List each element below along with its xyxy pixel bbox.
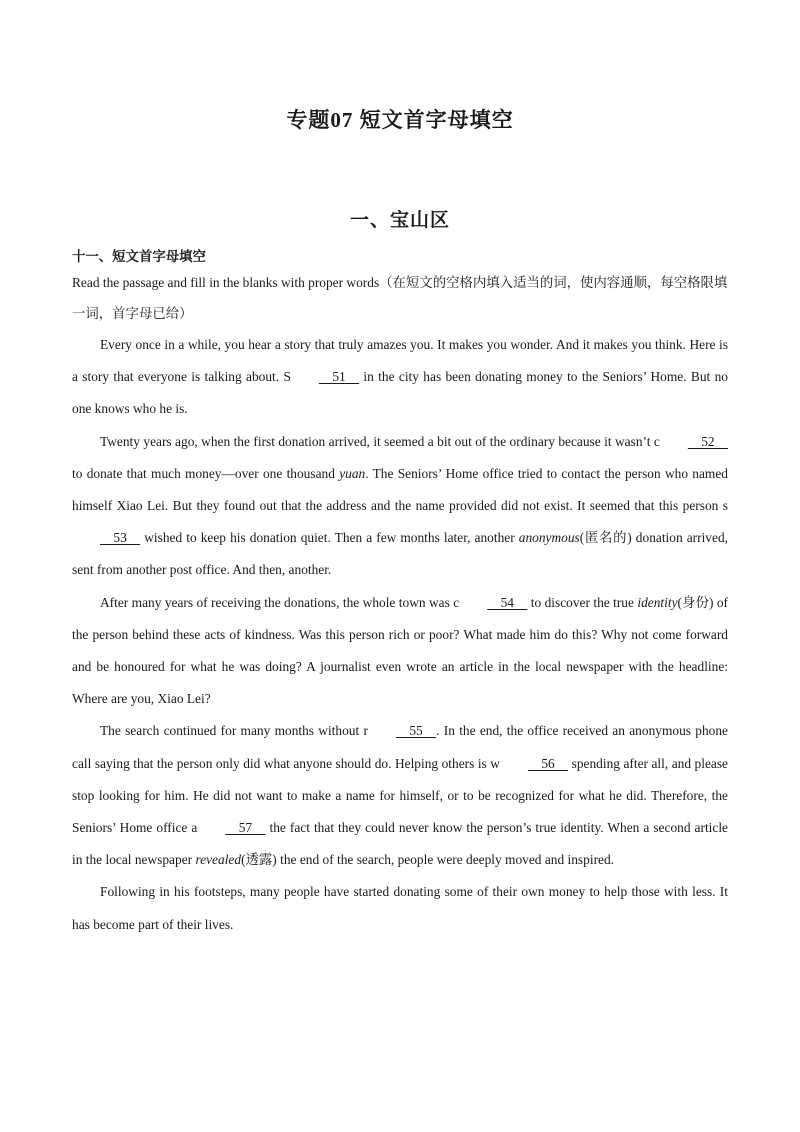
italic-word: revealed — [195, 852, 242, 868]
blank-51[interactable] — [291, 361, 359, 393]
blank-number: 54 — [500, 594, 514, 610]
exercise-content — [72, 247, 728, 941]
blank-55[interactable] — [368, 715, 436, 747]
paragraph-3 — [72, 587, 728, 716]
paragraph-text: spending after all, and please stop looking for him. He did not want to make a name for himself, or to be recognized for what he did. Therefore, the Seniors’ Home office a — [72, 755, 729, 836]
paragraph-text: . In the end, the office received an anonymous phone call saying that the person only did what anyone should do. Helping others is w — [72, 723, 728, 771]
italic-word: identity — [637, 594, 678, 610]
paragraph-text: Twenty years ago, when the first donation arrived, it seemed a bit out of the ordinary because it wasn’t c — [100, 433, 660, 449]
paragraph-text: in the city has been donating money to the Seniors’ Home. But no one knows who he is. — [72, 369, 728, 417]
blank-number: 52 — [701, 433, 715, 449]
paragraph-text: Every once in a while, you hear a story that truly amazes you. It makes you wonder. And it makes you think. Here is a story that everyone is talking about. S — [72, 337, 728, 385]
gloss-note: (身份) — [677, 594, 714, 610]
paragraph-text: to discover the true — [527, 594, 638, 610]
paragraph-text: the fact that they could never know the person’s true identity. When a second article in the local newspaper — [72, 820, 728, 868]
blank-54[interactable] — [459, 587, 527, 619]
blank-53[interactable] — [72, 522, 140, 554]
blank-52[interactable] — [660, 426, 728, 458]
italic-word: anonymous — [518, 530, 580, 546]
blank-number: 53 — [113, 530, 127, 546]
paragraph-text: donation arrived, sent from another post office. And then, another. — [72, 530, 728, 578]
paragraph-text: . The Seniors’ Home office tried to contact the person who named himself Xiao Lei. But they found out that the address and the name provided did not exist. It seemed that this person s — [72, 465, 728, 514]
blank-56[interactable] — [500, 748, 568, 780]
paragraph-4 — [72, 715, 728, 876]
paragraph-text: After many years of receiving the donations, the whole town was c — [100, 594, 460, 610]
blank-number: 57 — [238, 820, 253, 836]
document-title: 专题07 短文首字母填空 — [286, 108, 514, 132]
paragraph-text: the end of the search, people were deeply moved and inspired. — [276, 852, 615, 868]
italic-word: yuan — [339, 465, 366, 481]
paragraph-text: to donate that much money—over one thousand — [72, 465, 340, 481]
paragraph-2 — [72, 426, 728, 587]
gloss-note: (透露) — [241, 852, 277, 868]
instruction-text: Read the passage and fill in the blanks with proper words（在短文的空格内填入适当的词，使内容通顺，每空格限填一词，首字母已给） — [72, 275, 728, 321]
gloss-note: (匿名的) — [579, 530, 632, 546]
paragraph-1 — [72, 329, 728, 426]
section-title: 一、宝山区 — [349, 210, 450, 231]
paragraph-5: Following in his footsteps, many people have started donating some of their own money to help those with less. It has become part of their lives. — [72, 884, 728, 932]
blank-57[interactable] — [197, 812, 265, 844]
blank-number: 55 — [409, 723, 423, 739]
paragraph-text: The search continued for many months without r — [100, 723, 368, 739]
paragraph-text: wished to keep his donation quiet. Then a few months later, another — [140, 530, 519, 546]
paragraph-text: of the person behind these acts of kindness. Was this person rich or poor? What made him do this? Why not come forward and be honoured for what he was doing? A journalist even wrote an article in the local newspaper with the headline: Where are you, Xiao Lei? — [72, 594, 728, 707]
exercise-heading: 十一、短文首字母填空 — [72, 249, 206, 264]
blank-number: 56 — [541, 755, 555, 771]
blank-number: 51 — [332, 369, 346, 385]
